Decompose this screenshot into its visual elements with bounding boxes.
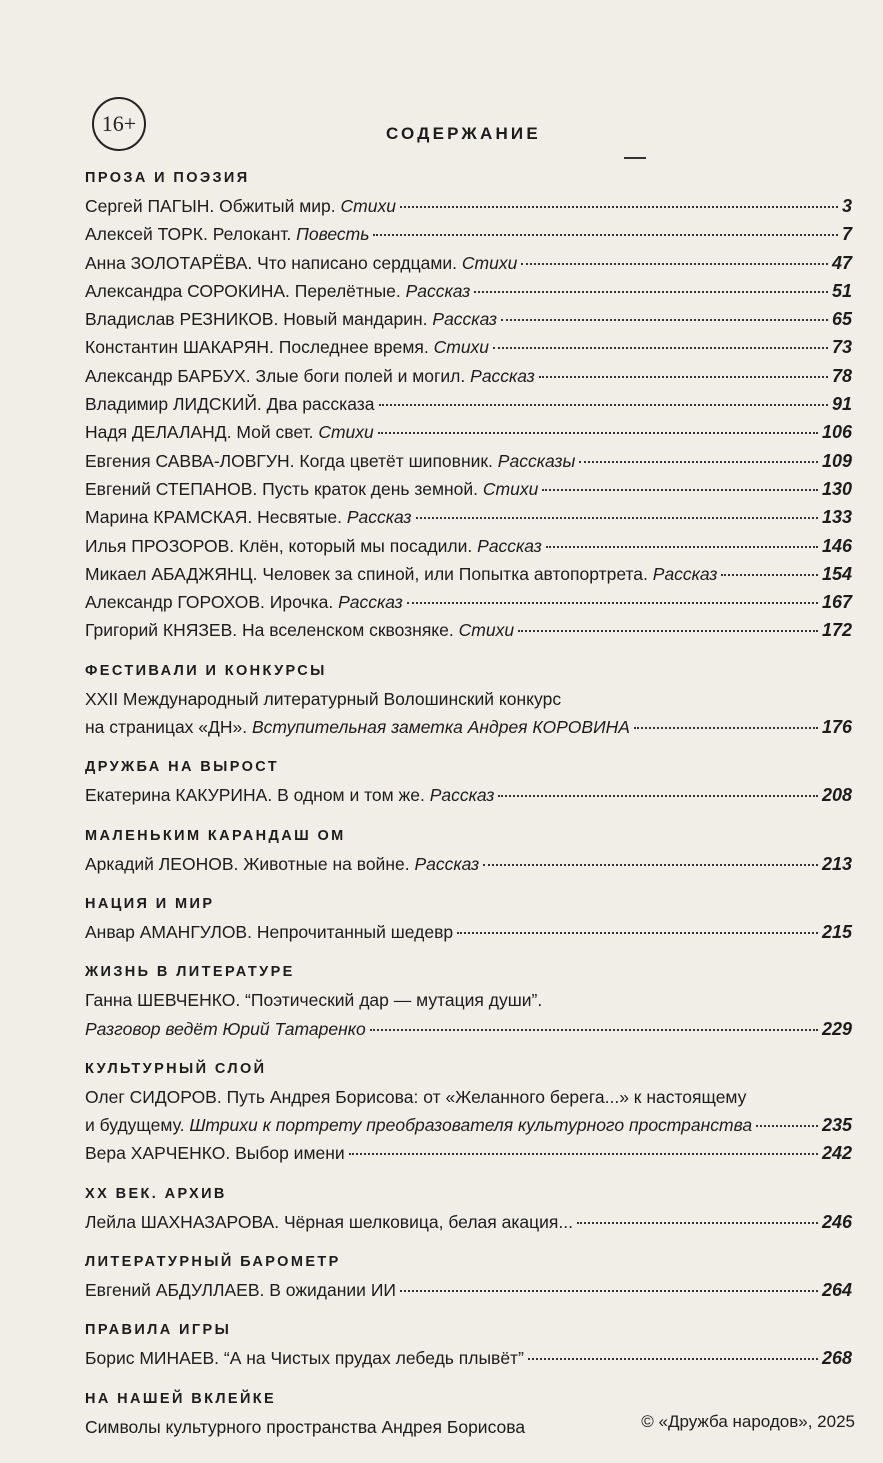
toc-entry[interactable]	[85, 850, 852, 878]
toc-entry[interactable]	[85, 220, 852, 248]
section-heading: ХХ ВЕК. АРХИВ	[85, 1185, 227, 1202]
entry-work: Последнее время.	[278, 337, 429, 358]
toc-entry[interactable]	[85, 1208, 852, 1236]
entry-author: Владимир ЛИДСКИЙ.	[85, 394, 262, 415]
entry-author: Алексей ТОРК.	[85, 224, 208, 245]
page-number: 167	[821, 592, 852, 613]
page-number: 65	[831, 309, 852, 330]
toc-entry[interactable]	[85, 781, 852, 809]
entry-author: Анна ЗОЛОТАРЁВА.	[85, 252, 253, 273]
page-number: 78	[831, 365, 852, 386]
section-heading: ДРУЖБА НА ВЫРОСТ	[85, 759, 280, 776]
entry-genre: Рассказ	[470, 365, 535, 386]
leader-dots	[349, 1152, 818, 1155]
entry-genre: Рассказ	[652, 563, 718, 584]
section-arhiv	[85, 1182, 852, 1236]
entry-work: Обжитый мир.	[219, 196, 336, 216]
page-number: 109	[821, 450, 852, 471]
page-number: 264	[821, 1280, 852, 1301]
section-pravila	[85, 1318, 852, 1372]
leader-dots	[379, 403, 828, 406]
entry-author: Борис МИНАЕВ.	[85, 1348, 220, 1369]
entry-author: Владислав РЕЗНИКОВ.	[85, 309, 279, 330]
section-heading: ЛИТЕРАТУРНЫЙ БАРОМЕТР	[85, 1254, 341, 1271]
entry-author: Марина КРАМСКАЯ.	[85, 507, 253, 528]
entry-note: Вступительная заметка Андрея КОРОВИНА	[252, 717, 630, 738]
entry-author: Григорий КНЯЗЕВ.	[85, 620, 238, 641]
toc-entry[interactable]	[85, 277, 852, 305]
entry-author: Микаел АБАДЖЯНЦ.	[85, 563, 258, 584]
page-number: 229	[821, 1018, 852, 1039]
leader-dots	[457, 931, 818, 934]
age-rating-badge	[92, 97, 146, 151]
section-heading: ЖИЗНЬ В ЛИТЕРАТУРЕ	[85, 964, 295, 981]
leader-dots	[483, 863, 818, 866]
toc-entry[interactable]	[85, 475, 852, 503]
page-number: 146	[821, 535, 852, 556]
entry-genre: Стихи	[318, 422, 374, 443]
entry-work: В ожидании ИИ	[269, 1280, 396, 1301]
toc-entry[interactable]	[85, 1276, 852, 1304]
toc-entry[interactable]	[85, 390, 852, 418]
entry-genre: Рассказы	[497, 450, 576, 471]
page-number: 172	[821, 620, 852, 641]
entry-author: Вера ХАРЧЕНКО.	[85, 1143, 231, 1164]
entry-author: Александр ГОРОХОВ.	[85, 592, 265, 613]
toc-entry[interactable]	[85, 685, 852, 742]
toc-entry[interactable]	[85, 305, 852, 333]
page-number: 235	[821, 1115, 852, 1136]
page-number: 208	[821, 785, 852, 806]
toc-entry[interactable]	[85, 1083, 852, 1140]
copyright: © «Дружба народов», 2025	[641, 1412, 855, 1431]
leader-dots	[498, 794, 818, 797]
section-naciya	[85, 892, 852, 946]
entry-work: Релокант.	[212, 224, 292, 245]
toc-entry[interactable]	[85, 1139, 852, 1167]
entry-work: Мой свет.	[236, 422, 314, 443]
page-number: 242	[821, 1143, 852, 1164]
entry-author: Александра СОРОКИНА.	[85, 280, 290, 301]
entry-work: Клён, который мы посадили.	[239, 535, 473, 556]
toc-entry[interactable]	[85, 447, 852, 475]
toc-entry[interactable]	[85, 333, 852, 361]
toc-entry[interactable]	[85, 362, 852, 390]
entry-work: Новый мандарин.	[283, 309, 428, 330]
section-kulturny	[85, 1057, 852, 1168]
entry-work: На вселенском сквозняке.	[242, 620, 454, 641]
section-heading: ФЕСТИВАЛИ И КОНКУРСЫ	[85, 662, 327, 679]
entry-work: Перелётные.	[294, 280, 401, 301]
entry-work: Животные на войне.	[243, 853, 410, 874]
leader-dots	[539, 375, 828, 378]
entry-author: Сергей ПАГЫН.	[85, 196, 215, 216]
entry-work: “А на Чистых прудах лебедь плывёт”	[223, 1348, 524, 1369]
toc-entry[interactable]	[85, 560, 852, 588]
entry-genre: Рассказ	[432, 309, 498, 330]
entry-author: Константин ШАКАРЯН.	[85, 337, 274, 358]
page-number: 91	[831, 394, 852, 415]
leader-dots	[577, 1221, 818, 1224]
page-number: 73	[831, 337, 852, 358]
section-druzhba	[85, 755, 852, 809]
toc-entry[interactable]	[85, 1344, 852, 1372]
entry-text: Ганна ШЕВЧЕНКО. “Поэтический дар — мутация души”.	[85, 990, 543, 1011]
toc-entry[interactable]	[85, 532, 852, 560]
page-number: 106	[821, 422, 852, 443]
leader-dots	[634, 726, 818, 729]
section-barometr	[85, 1250, 852, 1304]
page-number: 176	[821, 717, 852, 738]
entry-genre: Стихи	[458, 620, 515, 641]
section-heading: ПРАВИЛА ИГРЫ	[85, 1322, 232, 1339]
entry-author: Аркадий ЛЕОНОВ.	[85, 853, 239, 874]
toc-entry[interactable]	[85, 503, 852, 531]
entry-author: Анвар АМАНГУЛОВ.	[85, 921, 252, 942]
page-number: 7	[841, 224, 852, 245]
section-malenkim	[85, 824, 852, 878]
leader-dots	[400, 1289, 818, 1292]
leader-dots	[579, 460, 818, 463]
section-heading: МАЛЕНЬКИМ КАРАНДАШ ОМ	[85, 827, 346, 844]
toc	[85, 160, 852, 1441]
entry-list	[85, 192, 852, 645]
leader-dots	[493, 346, 828, 349]
leader-dots	[474, 290, 828, 293]
entry-work: В одном и том же.	[277, 785, 425, 806]
leader-dots	[721, 573, 818, 576]
leader-dots	[756, 1124, 818, 1127]
entry-work: Когда цветёт шиповник.	[299, 450, 493, 471]
entry-genre: Повесть	[296, 224, 370, 245]
leader-dots	[518, 629, 818, 632]
page-number: 3	[841, 196, 852, 216]
age-rating-text: 16+	[101, 111, 137, 136]
section-heading: НА НАШЕЙ ВКЛЕЙКЕ	[85, 1390, 277, 1407]
page-number: 154	[821, 563, 852, 584]
entry-author: Надя ДЕЛАЛАНД.	[85, 422, 232, 443]
leader-dots	[416, 516, 818, 519]
page-number: 268	[821, 1348, 852, 1369]
page-number: 215	[821, 921, 852, 942]
toc-entry[interactable]	[85, 986, 852, 1043]
entry-author: Александр БАРБУХ.	[85, 365, 251, 386]
entry-genre: Стихи	[433, 337, 490, 358]
entry-genre: Рассказ	[346, 507, 412, 528]
page-number: 246	[821, 1211, 852, 1232]
entry-author: Евгений АБДУЛЛАЕВ.	[85, 1280, 265, 1301]
section-festivals	[85, 659, 852, 742]
entry-author: Евгения САВВА-ЛОВГУН.	[85, 450, 295, 471]
page-number: 47	[831, 252, 852, 273]
entry-text: XXII Международный литературный Волошинский конкурс	[85, 688, 562, 709]
entry-work: Пусть краток день земной.	[262, 478, 479, 499]
entry-text: Символы культурного пространства Андрея Борисова	[85, 1416, 526, 1437]
section-proza	[85, 166, 852, 645]
section-heading: НАЦИЯ И МИР	[85, 895, 215, 912]
entry-work: Два рассказа	[266, 394, 375, 415]
entry-work: Ирочка.	[269, 592, 334, 613]
leader-dots	[373, 233, 838, 236]
entry-genre: Рассказ	[414, 853, 480, 874]
entry-author: Екатерина КАКУРИНА.	[85, 785, 273, 806]
entry-genre: Стихи	[482, 478, 539, 499]
leader-dots	[370, 1028, 818, 1031]
section-zhizn	[85, 960, 852, 1043]
leader-dots	[400, 205, 838, 208]
section-heading: КУЛЬТУРНЫЙ СЛОЙ	[85, 1060, 267, 1077]
toc-entry[interactable]	[85, 418, 852, 446]
leader-dots	[501, 318, 828, 321]
entry-text: и будущему.	[85, 1115, 185, 1136]
page-number: 130	[821, 478, 852, 499]
entry-work: Несвятые.	[257, 507, 342, 528]
entry-work: Что написано сердцами.	[257, 252, 458, 273]
page-number: 51	[831, 280, 852, 301]
entry-genre: Стихи	[461, 252, 518, 273]
leader-dots	[542, 488, 818, 491]
leader-dots	[528, 1357, 818, 1360]
entry-text: на страницах «ДН».	[85, 717, 248, 738]
title-rule	[624, 157, 646, 159]
leader-dots	[407, 601, 818, 604]
entry-work: Выбор имени	[235, 1143, 345, 1164]
entry-work: Непрочитанный шедевр	[256, 921, 454, 942]
leader-dots	[521, 262, 828, 265]
page-number: 133	[821, 507, 852, 528]
entry-genre: Рассказ	[338, 592, 403, 613]
toc-entry[interactable]	[85, 192, 852, 220]
section-heading: ПРОЗА И ПОЭЗИЯ	[85, 170, 250, 186]
entry-genre: Стихи	[340, 196, 396, 216]
entry-author: Евгений СТЕПАНОВ.	[85, 478, 258, 499]
entry-work: Человек за спиной, или Попытка автопортрета.	[262, 563, 648, 584]
toc-entry[interactable]	[85, 249, 852, 277]
leader-dots	[378, 431, 818, 434]
page-number: 213	[821, 853, 852, 874]
entry-note: Разговор ведёт Юрий Татаренко	[85, 1018, 366, 1039]
entry-work: Чёрная шелковица, белая акация...	[283, 1211, 573, 1232]
page-title: СОДЕРЖАНИЕ	[386, 124, 541, 143]
leader-dots	[546, 545, 818, 548]
entry-author: Лейла ШАХНАЗАРОВА.	[85, 1211, 280, 1232]
entry-note: Штрихи к портрету преобразователя культурного пространства	[189, 1115, 753, 1136]
toc-entry[interactable]	[85, 616, 852, 644]
entry-genre: Рассказ	[429, 785, 495, 806]
entry-author: Илья ПРОЗОРОВ.	[85, 535, 235, 556]
entry-text: Олег СИДОРОВ. Путь Андрея Борисова: от «Желанного берега...» к настоящему	[85, 1086, 747, 1107]
entry-genre: Рассказ	[477, 535, 542, 556]
toc-entry[interactable]	[85, 918, 852, 946]
toc-entry[interactable]	[85, 588, 852, 616]
entry-work: Злые боги полей и могил.	[255, 365, 466, 386]
entry-genre: Рассказ	[405, 280, 471, 301]
